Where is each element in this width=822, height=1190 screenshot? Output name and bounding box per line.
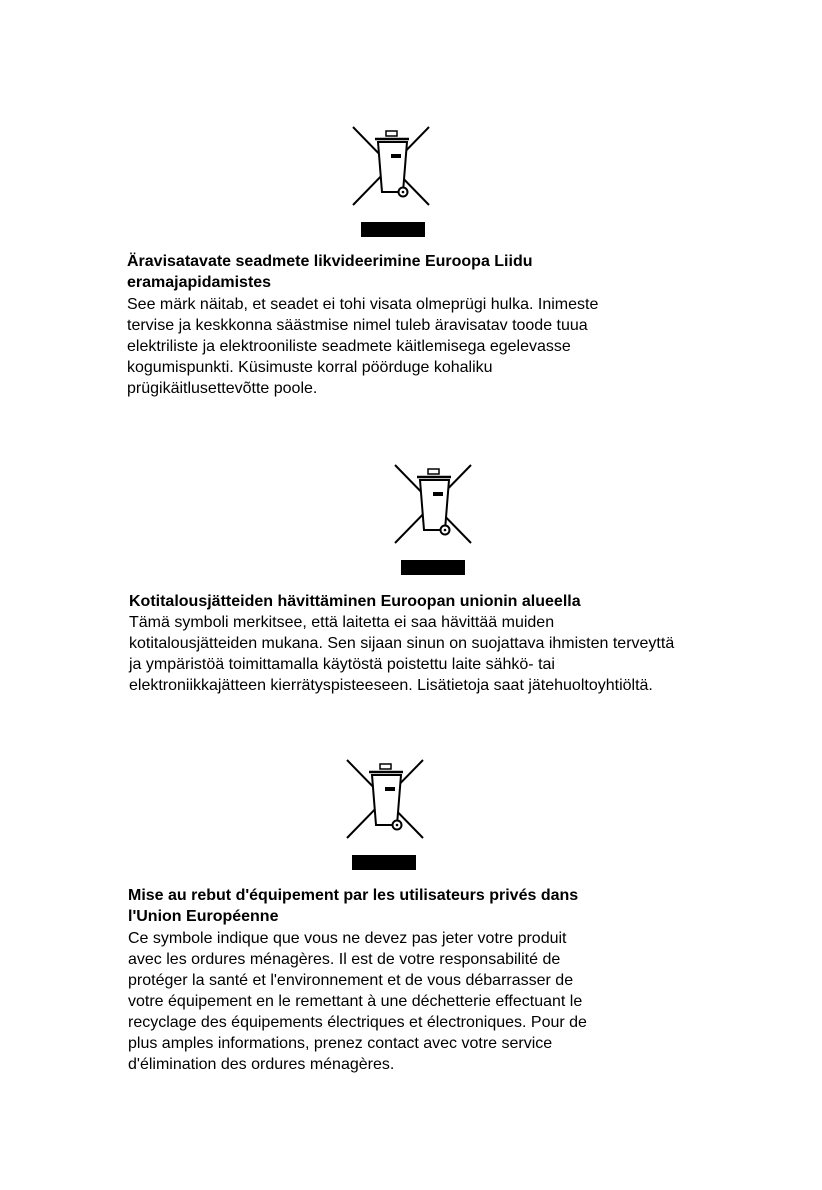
underline-bar: [361, 222, 425, 237]
crossed-out-wheelie-bin-icon: [393, 463, 473, 545]
crossed-out-wheelie-bin-icon: [345, 758, 425, 840]
section-body: Tämä symboli merkitsee, että laitetta ei saa hävittää muiden kotitalousjätteiden mukana. Sen sijaan sinun on suojattava ihmisten terveyttä ja ympäristöä toimittamalla käytöstä poistettu laite sähkö- tai elektroniikkajätteen kierrätyspisteeseen. Lisätietoja saat jätehuoltoyhtiöltä.: [129, 614, 675, 694]
section-title: Mise au rebut d'équipement par les utilisateurs privés dans l'Union Européenne: [128, 887, 579, 925]
section-body: See märk näitab, et seadet ei tohi visata olmeprügi hulka. Inimeste tervise ja keskkonna säästmise nimel tuleb äravisatav toode tuua elektriliste ja elektrooniliste seadmete käitlemisega egelevasse kogumispunkti. Küsimuste korral pöörduge kohaliku prügikäitlusettevõtte poole.: [127, 296, 599, 397]
underline-bar: [401, 560, 465, 575]
crossed-out-wheelie-bin-icon: [351, 125, 431, 207]
underline-bar: [352, 855, 416, 870]
section-body: Ce symbole indique que vous ne devez pas jeter votre produit avec les ordures ménagères. Il est de votre responsabilité de protéger la santé et l'environnement et de vous débarrasser de votre équipement en le remettant à une déchetterie effectuant le recyclage des équipements électriques et électroniques. Pour de plus amples informations, prenez contact avec votre service d'élimination des ordures ménagères.: [128, 930, 587, 1073]
section-title: Äravisatavate seadmete likvideerimine Euroopa Liidu eramajapidamistes: [127, 253, 533, 291]
section-title: Kotitalousjätteiden hävittäminen Euroopan unionin alueella: [129, 593, 581, 610]
